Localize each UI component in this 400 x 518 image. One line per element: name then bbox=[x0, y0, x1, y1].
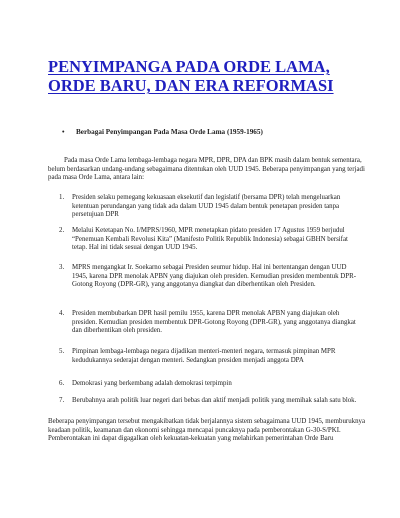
list-item-text: Pimpinan lembaga-lembaga negara dijadikan menteri-menteri negara, termasuk pimpinan MPR kedudukannya sederajat dengan menteri. Sedangkan presiden menjadi anggota DPA bbox=[72, 348, 336, 364]
list-item-number: 7. bbox=[59, 397, 65, 404]
list-item bbox=[48, 227, 370, 253]
list-item-number: 6. bbox=[59, 380, 65, 387]
list-item-text: Presiden membubarkan DPR hasil pemilu 1955, karena DPR menolak APBN yang diajukan oleh presiden. Kemudian presiden membentuk DPR-Gotong Royong (DPR-GR), yang anggotanya diangkat dan diberhentikan oleh presiden. bbox=[72, 310, 356, 335]
list-item-number: 5. bbox=[59, 348, 65, 355]
bullet-icon: • bbox=[62, 128, 65, 136]
list-item-text: Demokrasi yang berkembang adalah demokrasi terpimpin bbox=[72, 380, 232, 387]
list-item bbox=[48, 380, 370, 389]
list-item-number: 2. bbox=[59, 227, 65, 234]
list-item-number: 4. bbox=[59, 310, 65, 317]
list-item-text: MPRS mengangkat Ir. Soekarno sebagai Presiden seumur hidup. Hal ini bertentangan dengan UUD 1945, karena DPR menolak APBN yang diajukan oleh presiden. Kemudian presiden membentuk DPR-Gotong Royong (DPR-GR), yang anggotanya diangkat dan diberhentikan oleh Presiden. bbox=[72, 264, 356, 289]
list-item-text: Presiden selaku pemegang kekuasaan eksekutif dan legislatif (bersama DPR) telah mengeluarkan ketentuan perundangan yang tidak ada dalam UUD 1945 dalam bentuk penetapan presiden tanpa persetujuan DPR bbox=[72, 194, 341, 219]
list-item bbox=[48, 348, 370, 365]
list-item bbox=[48, 310, 370, 336]
list-item bbox=[48, 194, 370, 220]
list-item bbox=[48, 264, 370, 290]
document-title: PENYIMPANGA PADA ORDE LAMA, ORDE BARU, DAN ERA REFORMASI bbox=[48, 57, 334, 95]
section-subheading bbox=[62, 128, 263, 136]
list-item-text: Melalui Ketetapan No. I/MPRS/1960, MPR menetapkan pidato presiden 17 Agustus 1959 berjudul “Penemuan Kembali Revolusi Kita” (Manifesto Politik Republik Indonesia) sebagai GBHN bersifat tetap. Hal ini tidak sesuai dengan UUD 1945. bbox=[72, 227, 348, 252]
subheading-text: Berbagai Penyimpangan Pada Masa Orde Lama (1959-1965) bbox=[76, 128, 263, 136]
closing-paragraph: Beberapa penyimpangan tersebut mengakibatkan tidak berjalannya sistem sebagaimana UUD 1945, memburuknya keadaan politik, keamanan dan ekonomi sehingga mencapai puncaknya pada pemberontakan G-30-S/PKI. Pemberontakan ini dapat digagalkan oleh kekuatan-kekuatan yang melahirkan pemerintahan Orde Baru bbox=[48, 418, 366, 443]
list-item-number: 3. bbox=[59, 264, 65, 271]
list-item-number: 1. bbox=[59, 194, 65, 201]
list-item bbox=[48, 397, 370, 406]
intro-paragraph: Pada masa Orde Lama lembaga-lembaga negara MPR, DPR, DPA dan BPK masih dalam bentuk sementara, belum berdasarkan undang-undang sebagaimana ditentukan oleh UUD 1945. Beberapa penyimpangan yang terjadi pada masa Orde Lama, antara lain: bbox=[48, 157, 365, 182]
list-item-text: Berubahnya arah politik luar negeri dari bebas dan aktif menjadi politik yang memihak salah satu blok. bbox=[72, 397, 357, 404]
